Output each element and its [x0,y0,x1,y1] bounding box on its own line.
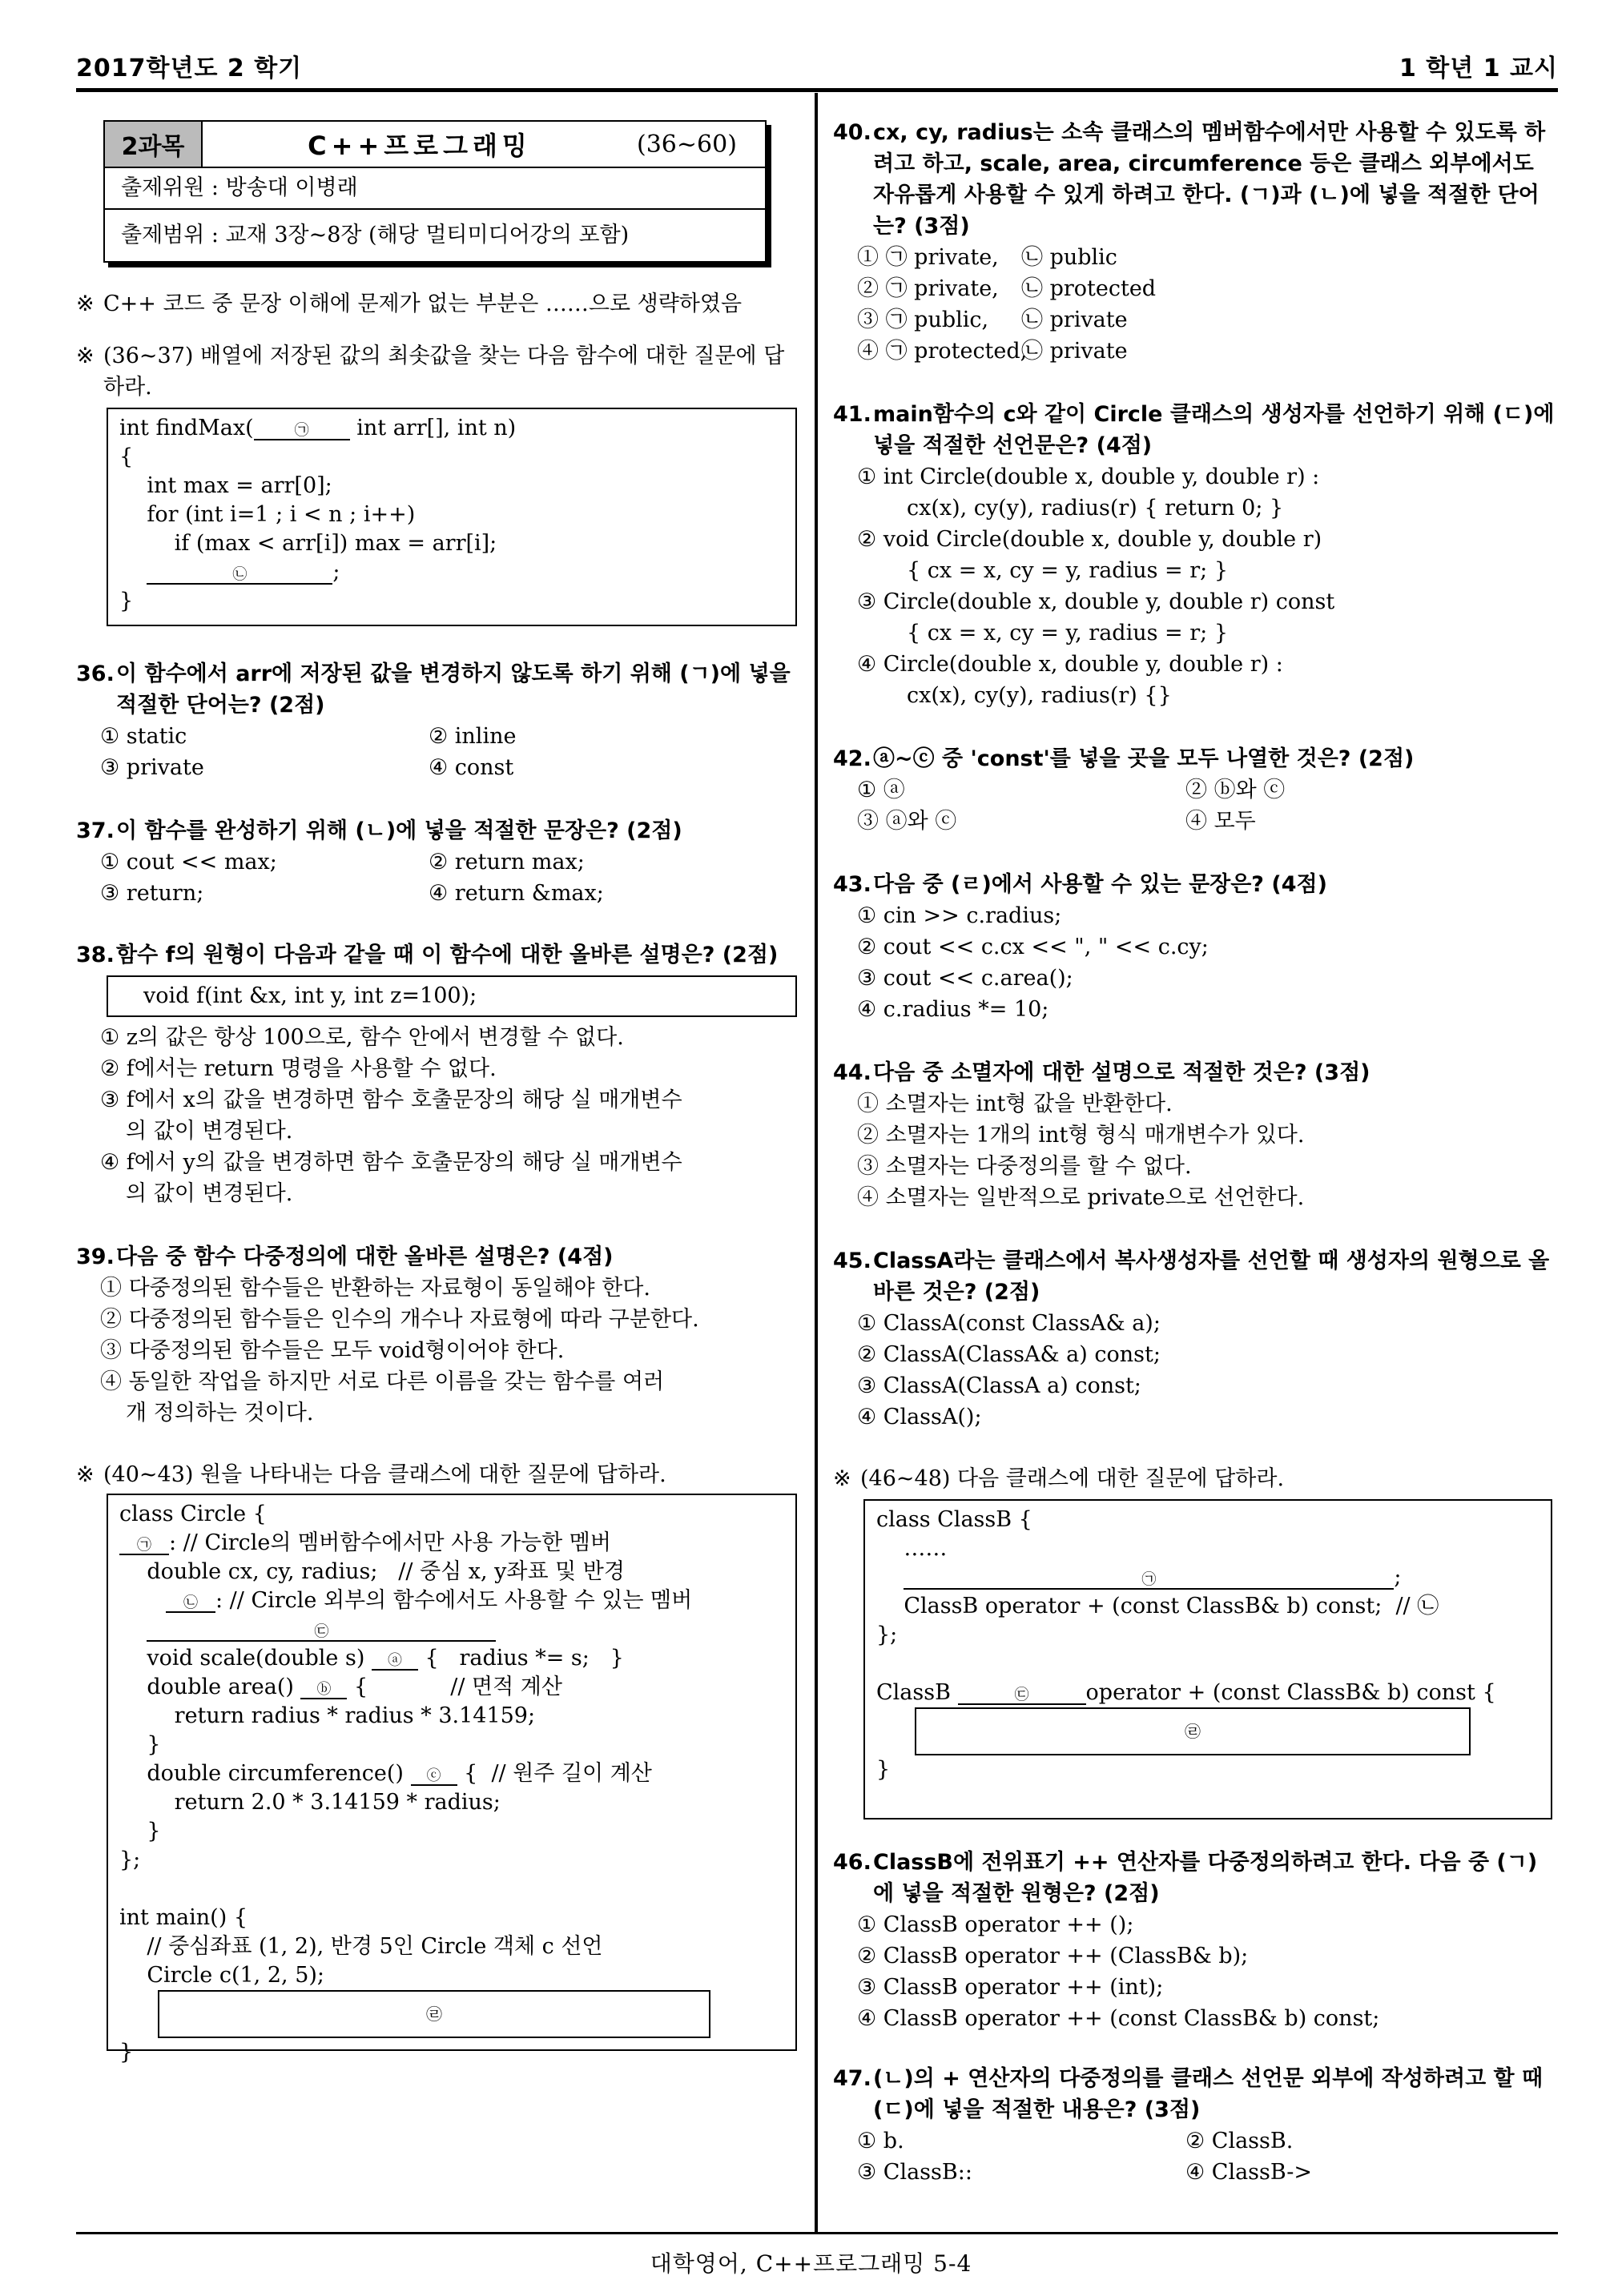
question-37: 37. 이 함수를 완성하기 위해 (ㄴ)에 넣을 적절한 문장은? (2점) ① cout << max; ② return max; ③ return; ④ return &max; [76,815,805,909]
code-circle-class: class Circle { ㉠ : // Circle의 멤버함수에서만 사용 가능한 멤버 double cx, cy, radius; // 중심 x, y좌표 및 반경 ㉡ : // Circle 외부의 함수에서도 사용할 수 있는 멤버 ㉢ void scale(double s) ⓐ { radius *= s; } double area() ⓑ { // 면적 계산 return radius * radius * 3.14159; } double circumference() ⓒ { // 원주 길이 계산 return 2.0 * 3.14159 * radius; } }; int main() { // 중심좌표 (1, 2), 반경 5인 Circle 객체 c 선언 Circle c(1, 2, 5); ㉣ } [107,1494,797,2051]
q42-option-2[interactable]: ② ⓑ와 ⓒ [1185,778,1286,802]
q45-option-4[interactable]: ④ ClassA(); [857,1405,982,1429]
q45-option-3[interactable]: ③ ClassA(ClassA a) const; [857,1373,1141,1398]
question-38: 38. 함수 f의 원형이 다음과 같을 때 이 함수에 대한 올바른 설명은? (2점) void f(int &x, int y, int z=100); ① z의 값은 항상 100으로, 함수 안에서 변경할 수 없다. ② f에서는 return 명령을 사용할 수 없다. ③ f에서 x의 값을 변경하면 함수 호출문장의 해당 실 매개변수 의 값이 변경된다. ④ f에서 y의 값을 변경하면 함수 호출문장의 해당 실 매개변수 의 값이 변경된다. [76,939,805,1209]
subject-box [103,120,767,263]
question-47: 47. (ㄴ)의 + 연산자의 다중정의를 클래스 선언문 외부에 작성하려고 할 때 (ㄷ)에 넣을 적절한 내용은? (3점) ① b. ② ClassB. ③ ClassB:: ④ ClassB-> [833,2063,1558,2188]
q42-option-3[interactable]: ③ ⓐ와 ⓒ [857,809,957,834]
subject-code: 2과목 [105,122,203,167]
q45-option-1[interactable]: ① ClassA(const ClassA& a); [857,1311,1161,1336]
left-column [76,93,805,2065]
q40-option-4[interactable]: ④ ㉠ protected,㉡ private [857,339,1128,364]
note-omission: ※ C++ 코드 중 문장 이해에 문제가 없는 부분은 ……으로 생략하였음 [76,292,743,316]
q38-option-2[interactable]: ② f에서는 return 명령을 사용할 수 없다. [100,1056,497,1081]
code-findmax: int findMax( ㉠ int arr[], int n) { int max = arr[0]; for (int i=1 ; i < n ; i++) if (max < arr[i]) max = arr[i]; ㉡ ; } [107,408,797,626]
q47-option-4[interactable]: ④ ClassB-> [1185,2160,1312,2185]
q36-option-4[interactable]: ④ const [429,755,514,780]
q40-option-3[interactable]: ③ ㉠ public, ㉡ private [857,308,1128,332]
q38-prototype: void f(int &x, int y, int z=100); [107,975,797,1017]
right-column [833,93,1558,2188]
q37-option-2[interactable]: ② return max; [429,850,585,875]
question-46: 46. ClassB에 전위표기 ++ 연산자를 다중정의하려고 한다. 다음 중 (ㄱ)에 넣을 적절한 원형은? (2점) ① ClassB operator ++ (); ② ClassB operator ++ (ClassB& b); ③ ClassB operator ++ (int); ④ ClassB operator ++ (const ClassB& b) const; [833,1847,1558,2034]
q41-option-2[interactable]: ② void Circle(double x, double y, double r) { cx = x, cy = y, radius = r; } [857,527,1322,583]
question-42: 42. ⓐ~ⓒ 중 'const'를 넣을 곳을 모두 나열한 것은? (2점) ① ⓐ ② ⓑ와 ⓒ ③ ⓐ와 ⓒ ④ 모두 [833,743,1558,837]
page-footer: 대학영어, C++프로그래밍 5-4 [650,2250,972,2277]
question-44: 44. 다음 중 소멸자에 대한 설명으로 적절한 것은? (3점) ① 소멸자는 int형 값을 반환한다. ② 소멸자는 1개의 int형 형식 매개변수가 있다. ③ 소멸자는 다중정의를 할 수 없다. ④ 소멸자는 일반적으로 private으로 선언한다. [833,1057,1558,1213]
q37-option-1[interactable]: ① cout << max; [100,850,277,875]
code-classb: class ClassB { …… ㉠ ; ClassB operator + (const ClassB& b) const; // ㉡ }; ClassB ㉢ operator + (const ClassB& b) const { ㉣ } [863,1499,1552,1820]
note-40-43: ※ (40~43) 원을 나타내는 다음 클래스에 대한 질문에 답하라. [76,1462,666,1487]
column-divider [815,93,818,2233]
exam-term: 2017학년도 2 학기 [76,54,303,82]
q47-option-1[interactable]: ① b. [857,2129,904,2153]
q42-option-1[interactable]: ① ⓐ [857,778,905,802]
q46-option-2[interactable]: ② ClassB operator ++ (ClassB& b); [857,1944,1249,1968]
q39-option-1[interactable]: ① 다중정의된 함수들은 반환하는 자료형이 동일해야 한다. [100,1276,650,1301]
q39-option-4[interactable]: ④ 동일한 작업을 하지만 서로 다른 이름을 갖는 함수를 여러 개 정의하는 것이다. [100,1369,665,1425]
q44-option-3[interactable]: ③ 소멸자는 다중정의를 할 수 없다. [857,1154,1192,1179]
classb-blank-box: ㉣ [915,1707,1471,1755]
note-46-48: ※ (46~48) 다음 클래스에 대한 질문에 답하라. [833,1466,1285,1491]
q39-option-2[interactable]: ② 다중정의된 함수들은 인수의 개수나 자료형에 따라 구분한다. [100,1307,699,1332]
question-range: (36~60) [637,130,737,159]
q39-option-3[interactable]: ③ 다중정의된 함수들은 모두 void형이어야 한다. [100,1338,565,1363]
footer-rule [76,2232,1558,2234]
subject-scope: 출제범위 : 교재 3장~8장 (해당 멀티미디어강의 포함) [121,223,630,247]
q47-option-3[interactable]: ③ ClassB:: [857,2160,972,2185]
q44-option-2[interactable]: ② 소멸자는 1개의 int형 형식 매개변수가 있다. [857,1123,1305,1148]
q43-option-2[interactable]: ② cout << c.cx << ", " << c.cy; [857,935,1209,959]
q38-option-3[interactable]: ③ f에서 x의 값을 변경하면 함수 호출문장의 해당 실 매개변수 의 값이 변경된다. [100,1088,682,1144]
question-40: 40. cx, cy, radius는 소속 클래스의 멤버함수에서만 사용할 수 있도록 하려고 하고, scale, area, circumference 등은 클래스 외부에서도 자유롭게 사용할 수 있게 하려고 한다. (ㄱ)과 (ㄴ)에 넣을 적절한 단어는? (3점) ① ㉠ private, ㉡ public ② ㉠ private, ㉡ protected ③ ㉠ public, ㉡ private ④ ㉠ protected,㉡ private [833,117,1558,367]
q38-option-4[interactable]: ④ f에서 y의 값을 변경하면 함수 호출문장의 해당 실 매개변수 의 값이 변경된다. [100,1150,682,1206]
q36-option-2[interactable]: ② inline [429,724,517,749]
subject-author: 출제위원 : 방송대 이병래 [105,168,765,210]
subject-name: C++프로그래밍 [308,131,532,161]
q36-option-3[interactable]: ③ private [100,755,204,780]
q44-option-1[interactable]: ① 소멸자는 int형 값을 반환한다. [857,1092,1173,1116]
q42-option-4[interactable]: ④ 모두 [1185,809,1256,834]
exam-period: 1 학년 1 교시 [1399,54,1558,82]
q46-option-4[interactable]: ④ ClassB operator ++ (const ClassB& b) const; [857,2006,1380,2031]
q44-option-4[interactable]: ④ 소멸자는 일반적으로 private으로 선언한다. [857,1185,1305,1210]
q36-option-1[interactable]: ① static [100,724,187,749]
header-rule [76,88,1558,92]
circle-blank-box: ㉣ [158,1990,710,2038]
q40-option-2[interactable]: ② ㉠ private, ㉡ protected [857,276,1157,301]
q45-option-2[interactable]: ② ClassA(ClassA& a) const; [857,1342,1161,1367]
question-41: 41. main함수의 c와 같이 Circle 클래스의 생성자를 선언하기 위해 (ㄷ)에 넣을 적절한 선언문은? (4점) ① int Circle(double x, double y, double r) : cx(x), cy(y), radius(r) { return 0; } ② void Circle(double x, double y, double r) { cx = x, cy = y, radius = r; } ③ Circle(double x, double y, double r) const { cx = x, cy = y, radius = r; } ④ Circle(double x, double y, double r) : cx(x), cy(y), radius(r) {} [833,399,1558,711]
q40-option-1[interactable]: ① ㉠ private, ㉡ public [857,245,1117,270]
q43-option-4[interactable]: ④ c.radius *= 10; [857,997,1049,1022]
q47-option-2[interactable]: ② ClassB. [1185,2129,1294,2153]
question-36: 36. 이 함수에서 arr에 저장된 값을 변경하지 않도록 하기 위해 (ㄱ)에 넣을 적절한 단어는? (2점) ① static ② inline ③ private ④ const [76,658,805,783]
q43-option-3[interactable]: ③ cout << c.area(); [857,966,1073,991]
q38-option-1[interactable]: ① z의 값은 항상 100으로, 함수 안에서 변경할 수 없다. [100,1025,624,1050]
q37-option-3[interactable]: ③ return; [100,881,204,906]
note-36-37: ※ (36~37) 배열에 저장된 값의 최솟값을 찾는 다음 함수에 대한 질문에 답하라. [76,344,785,400]
q43-option-1[interactable]: ① cin >> c.radius; [857,903,1062,928]
question-45: 45. ClassA라는 클래스에서 복사생성자를 선언할 때 생성자의 원형으로 올바른 것은? (2점) ① ClassA(const ClassA& a); ② ClassA(ClassA& a) const; ③ ClassA(ClassA a) const; ④ ClassA(); [833,1245,1558,1433]
question-43: 43. 다음 중 (ㄹ)에서 사용할 수 있는 문장은? (4점) ① cin >> c.radius; ② cout << c.cx << ", " << c.cy; ③ cout << c.area(); ④ c.radius *= 10; [833,869,1558,1025]
q41-option-3[interactable]: ③ Circle(double x, double y, double r) const { cx = x, cy = y, radius = r; } [857,589,1335,645]
q46-option-3[interactable]: ③ ClassB operator ++ (int); [857,1975,1164,2000]
q46-option-1[interactable]: ① ClassB operator ++ (); [857,1912,1134,1937]
q41-option-1[interactable]: ① int Circle(double x, double y, double r) : cx(x), cy(y), radius(r) { return 0; } [857,464,1320,521]
q41-option-4[interactable]: ④ Circle(double x, double y, double r) : cx(x), cy(y), radius(r) {} [857,652,1283,708]
q37-option-4[interactable]: ④ return &max; [429,881,604,906]
question-39: 39. 다음 중 함수 다중정의에 대한 올바른 설명은? (4점) ① 다중정의된 함수들은 반환하는 자료형이 동일해야 한다. ② 다중정의된 함수들은 인수의 개수나 자료형에 따라 구분한다. ③ 다중정의된 함수들은 모두 void형이어야 한다. ④ 동일한 작업을 하지만 서로 다른 이름을 갖는 함수를 여러 개 정의하는 것이다. [76,1241,805,1429]
